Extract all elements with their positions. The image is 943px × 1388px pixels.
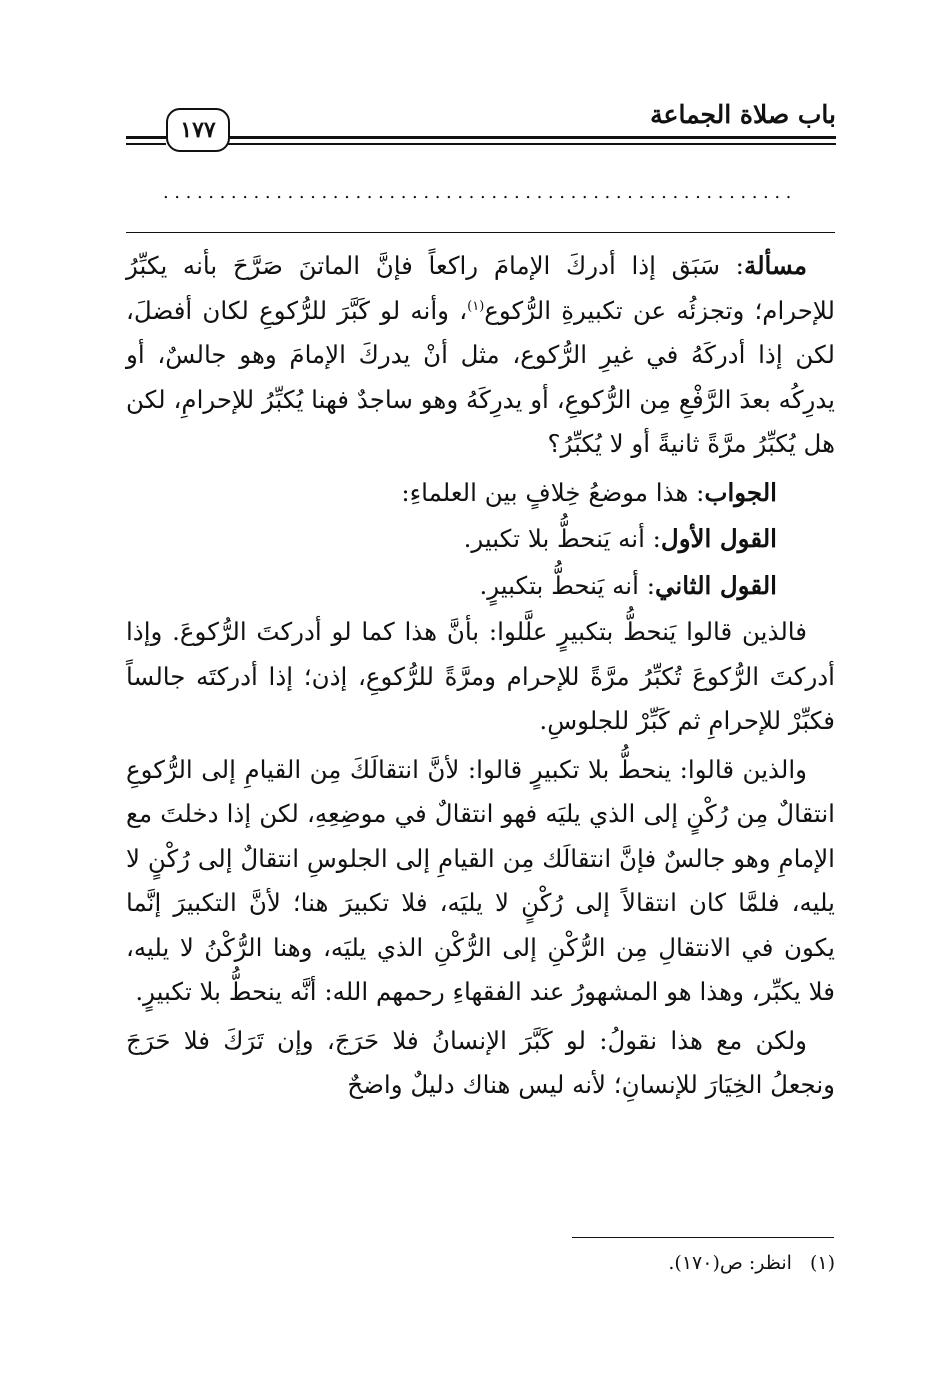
paragraph-first-reasoning: فالذين قالوا يَنحطُّ بتكبيرٍ علَّلوا: بأنَّ هذا كما لو أدركتَ الرُّكوعَ. وإذا أدركتَ الرُّكوعَ تُكبِّرُ مرَّةً للإحرام ومرَّةً للرُّكوعِ، إذن؛ إذا أدركتَه جالساً فكبِّرْ للإحرامِ ثم كَبِّرْ للجلوسِ. — [126, 617, 835, 735]
paragraph-text: : هذا موضعُ خِلافٍ بين العلماءِ: — [401, 477, 705, 507]
footnote-number: (١) — [809, 1252, 835, 1274]
term-masala: مسألة — [743, 251, 807, 280]
body-text — [126, 244, 835, 1112]
paragraph-conclusion: ولكن مع هذا نقولُ: لو كَبَّرَ الإنسانُ فلا حَرَجَ، وإن تَرَكَ فلا حَرَجَ ونجعلُ الخِيَارَ للإنسانِ؛ لأنه ليس هناك دليلٌ واضحٌ — [126, 1025, 835, 1099]
paragraph-text: : أنه يَنحطُّ بلا تكبير. — [463, 524, 661, 553]
footnote-reference: (١) — [467, 298, 485, 314]
paragraph-second-reasoning: والذين قالوا: ينحطُّ بلا تكبيرٍ قالوا: لأنَّ انتقالَكَ مِن القيامِ إلى الرُّكوعِ انتقالٌ مِن رُكْنٍ إلى الذي يليَه فهو انتقالٌ في موضِعِهِ، لكن إذا دخلتَ مع الإمامِ وهو جالسٌ فإنَّ انتقالَك مِن القيامِ إلى الجلوسِ انتقالٌ إلى رُكْنٍ لا يليه، فلمَّا كان انتقالاً إلى رُكْنٍ لا يليَه، فلا تكبيرَ هنا؛ لأنَّ التكبيرَ إنَّما يكون في الانتقالِ مِن الرُّكْنِ إلى الرُّكْنِ الذي يليَه، وهنا الرُّكْنُ لا يليه، فلا يكبِّر، وهذا هو المشهورُ عند الفقهاءِ رحمهم الله: أنَّه ينحطُّ بلا تكبيرٍ. — [126, 754, 835, 1006]
separator-line — [126, 232, 835, 233]
dotted-divider: ........................................................ — [162, 183, 797, 203]
term-second-opinion: القول الثاني — [654, 570, 777, 600]
header-rule — [228, 136, 836, 145]
paragraph-first-opinion — [126, 517, 835, 562]
page-number-label: ١٧٧ — [180, 117, 216, 143]
footnote-rule — [572, 1237, 834, 1238]
header-rule-left — [126, 136, 166, 145]
paragraph-text: ، وأنه لو كَبَّرَ للرُّكوعِ لكان أفضلَ، لكن إذا أدركَهُ في غيرِ الرُّكوع، مثل أنْ يدركَ الإمامَ وهو جالسٌ، أو يدرِكُه بعدَ الرَّفْعِ مِن الرُّكوعِ، أو يدرِكَهُ وهو ساجدٌ فهنا يُكبِّرُ للإحرامِ، لكن هل يُكبِّرُ مرَّةً ثانيةً أو لا يُكبِّرُ؟ — [126, 295, 835, 458]
paragraph-text: : سَبَق إذا أدركَ الإمامَ راكعاً فإنَّ الماتنَ صَرَّحَ بأنه يكبِّرُ للإحرام؛ وتجزئُه عن تكبيرةِ الرُّكوع — [126, 251, 836, 325]
term-answer: الجواب — [704, 477, 777, 507]
paragraph-second-opinion — [126, 564, 835, 609]
paragraph-text: : أنه يَنحطُّ بتكبيرٍ. — [479, 570, 655, 600]
chapter-title: باب صلاة الجماعة — [650, 100, 836, 129]
footnote-text: انظر: ص(١٧٠). — [668, 1252, 792, 1274]
paragraph-masala — [126, 244, 835, 467]
footnote — [126, 1250, 835, 1276]
paragraph-answer — [126, 471, 835, 516]
page-number — [166, 108, 230, 152]
term-first-opinion: القول الأول — [660, 524, 777, 553]
page-header — [126, 96, 836, 156]
